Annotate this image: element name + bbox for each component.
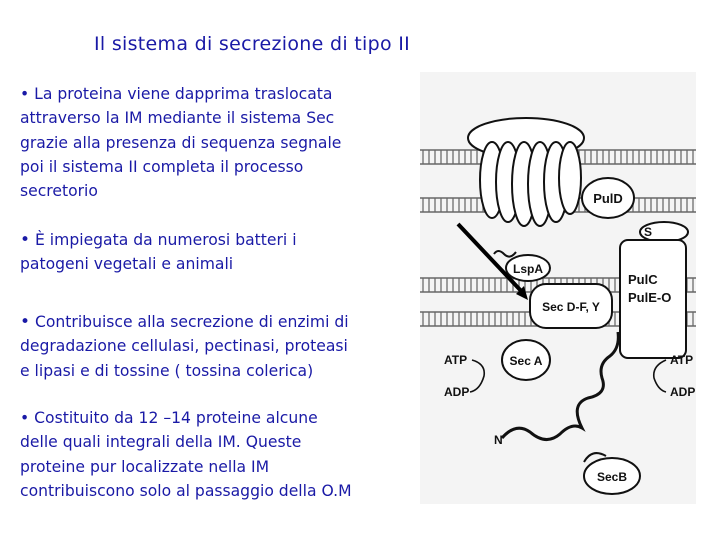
slide-title: Il sistema di secrezione di tipo II xyxy=(94,33,411,55)
label-adp-left: ADP xyxy=(444,385,470,399)
puld-secretin xyxy=(468,118,634,226)
label-adp-right: ADP xyxy=(670,385,696,399)
bullet-line: Costituito da 12 –14 proteine alcune xyxy=(34,409,318,427)
atp-hydrolysis-arrow-right xyxy=(654,360,666,392)
bullet-marker: • xyxy=(20,409,30,427)
bullet-item xyxy=(20,82,420,203)
bullet-marker: • xyxy=(20,312,31,332)
atp-hydrolysis-arrow-left xyxy=(470,360,484,392)
label-lspa: LspA xyxy=(513,262,543,276)
bullet-line: Contribuisce alla secrezione di enzimi di xyxy=(35,313,349,331)
secdfy-complex xyxy=(530,284,612,328)
bullet-line: delle quali integrali della IM. Queste xyxy=(20,433,302,452)
bullet-line: attraverso la IM mediante il sistema Sec xyxy=(20,109,335,128)
bullet-line: La proteina viene dapprima traslocata xyxy=(34,85,333,103)
pul-complex xyxy=(620,240,686,358)
label-pule-o: PulE-O xyxy=(628,290,672,305)
bullet-line: È impiegata da numerosi batteri i xyxy=(35,231,297,249)
label-puld: PulD xyxy=(593,191,623,206)
bullet-marker: • xyxy=(20,230,31,250)
label-seca: Sec A xyxy=(509,354,543,368)
type-ii-secretion-diagram xyxy=(420,72,696,504)
bullet-line: poi il sistema II completa il processo xyxy=(20,157,304,176)
label-pulc: PulC xyxy=(628,272,658,287)
bullet-line: contribuiscono solo al passaggio della O.M xyxy=(20,481,352,500)
bullet-line: degradazione cellulasi, pectinasi, proteasi xyxy=(20,337,348,356)
diagram-svg xyxy=(420,72,696,504)
bullet-line: patogeni vegetali e animali xyxy=(20,255,234,274)
label-atp-right: ATP xyxy=(670,353,694,367)
label-s: S xyxy=(643,225,653,239)
bullet-line: grazie alla presenza di sequenza segnale xyxy=(20,133,342,152)
bullet-item xyxy=(20,406,420,503)
secb-chaperone xyxy=(584,453,640,494)
bullet-line: secretorio xyxy=(20,182,98,201)
bullet-item xyxy=(20,228,420,277)
label-atp-left: ATP xyxy=(444,353,468,367)
bullet-item xyxy=(20,310,420,383)
label-secdfy: Sec D-F, Y xyxy=(542,300,600,314)
bullet-line: proteine pur localizzate nella IM xyxy=(20,457,270,476)
lspa-protein xyxy=(494,251,550,281)
seca-protein xyxy=(502,340,550,380)
label-secb: SecB xyxy=(596,470,628,484)
bullet-marker: • xyxy=(20,85,30,103)
bullet-line: e lipasi e di tossine ( tossina colerica) xyxy=(20,361,314,380)
label-n-terminus: N xyxy=(494,433,503,447)
